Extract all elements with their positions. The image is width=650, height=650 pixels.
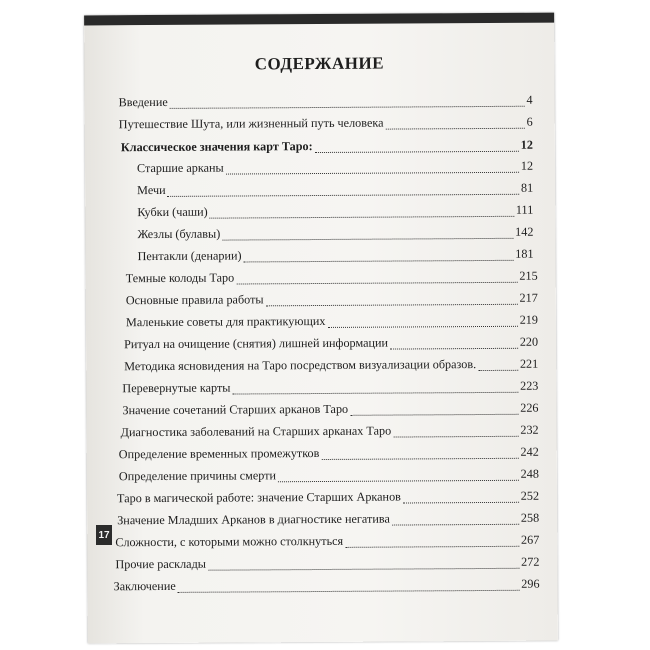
toc-dot-leader: [315, 142, 519, 153]
toc-entry-page: 181: [515, 246, 534, 261]
toc-dot-leader: [168, 185, 519, 197]
toc-entry: [121, 138, 533, 159]
toc-entry-page: 12: [520, 137, 533, 152]
toc-entry-title: Сложности, с которыми можно столкнуться: [115, 533, 344, 550]
toc-entry-title: Прочие расклады: [115, 556, 206, 572]
toc-dot-leader: [403, 493, 519, 504]
toc-dot-leader: [232, 383, 518, 395]
toc-dot-leader: [178, 581, 520, 593]
toc-entry-page: 217: [519, 290, 538, 305]
toc-dot-leader: [170, 97, 525, 109]
toc-entry-page: 111: [515, 202, 534, 217]
toc-dot-leader: [321, 449, 518, 460]
toc-entry: [126, 313, 538, 334]
toc-entry: [119, 115, 533, 136]
toc-entry-title: Классическое значения карт Таро:: [120, 139, 313, 155]
toc-entry: [119, 467, 539, 488]
toc-entry: [124, 357, 538, 378]
toc-entry-title: Введение: [118, 94, 168, 110]
toc-entry-title: Пентакли (денарии): [137, 248, 242, 264]
toc-dot-leader: [385, 119, 524, 130]
toc-entry: [119, 445, 539, 466]
toc-entry-title: Заключение: [113, 578, 176, 594]
toc-dot-leader: [236, 273, 517, 285]
toc-entry: [137, 203, 533, 223]
toc-entry-title: Определение временных промежутков: [118, 446, 320, 462]
toc-entry-page: 142: [515, 224, 534, 239]
toc-entry-title: Путешествие Шута, или жизненный путь человека: [118, 115, 384, 132]
toc-dot-leader: [392, 515, 519, 526]
toc-entry-title: Маленькие советы для практикующих: [125, 313, 326, 330]
toc-entry-title: Жезлы (булавы): [137, 226, 221, 242]
toc-dot-leader: [278, 471, 519, 482]
toc-entry-title: Определение причины смерти: [118, 468, 277, 484]
toc-entry: [115, 555, 539, 576]
toc-entry-title: Темные колоды Таро: [125, 270, 235, 286]
toc-entry: [126, 291, 538, 312]
toc-entry-page: 252: [520, 488, 540, 503]
toc-entry-title: Ритуал на очищение (снятия) лишней информации: [124, 335, 389, 352]
toc-entry-title: Таро в магической работе: значение Старших Арканов: [116, 489, 401, 506]
table-of-contents: [85, 83, 555, 594]
toc-entry-page: 232: [520, 422, 539, 437]
toc-entry: [115, 533, 539, 554]
book-page: [84, 13, 558, 644]
toc-entry-page: 296: [521, 576, 540, 591]
toc-entry-page: 12: [520, 158, 534, 173]
toc-entry-page: 215: [519, 268, 538, 283]
toc-entry-page: 81: [520, 180, 534, 195]
toc-entry: [119, 93, 533, 114]
toc-entry-title: Методика ясновидения на Таро посредством визуализации образов.: [124, 357, 477, 374]
page-top-edge: [84, 13, 554, 26]
toc-dot-leader: [350, 405, 518, 416]
page-title: СОДЕРЖАНИЕ: [254, 53, 385, 74]
toc-entry-title: Диагностика заболеваний на Старших арканах Таро: [120, 423, 392, 440]
toc-entry-title: Основные правила работы: [125, 292, 264, 308]
toc-entry-title: Значение Младших Арканов в диагностике негатива: [117, 511, 390, 528]
toc-dot-leader: [266, 295, 518, 307]
toc-entry: [126, 269, 538, 290]
toc-dot-leader: [345, 537, 519, 548]
toc-dot-leader: [393, 427, 518, 438]
toc-entry-title: Мечи: [137, 182, 166, 198]
toc-entry: [117, 489, 539, 510]
toc-entry-title: Значение сочетаний Старших арканов Таро: [122, 401, 349, 418]
toc-entry: [117, 511, 539, 532]
toc-entry-page: 219: [519, 312, 538, 327]
toc-dot-leader: [244, 251, 514, 263]
toc-entry: [137, 181, 533, 201]
toc-entry: [138, 247, 534, 267]
toc-entry-page: 6: [526, 114, 533, 129]
toc-dot-leader: [226, 163, 519, 175]
toc-entry: [114, 577, 540, 598]
toc-entry-page: 223: [520, 378, 539, 393]
toc-entry: [121, 423, 539, 444]
toc-entry: [137, 159, 533, 179]
toc-dot-leader: [390, 339, 518, 350]
toc-entry: [124, 335, 538, 356]
toc-dot-leader: [222, 229, 513, 241]
toc-dot-leader: [208, 559, 519, 571]
toc-dot-leader: [478, 361, 518, 371]
toc-entry-title: Кубки (чаши): [137, 204, 208, 220]
toc-entry-page: 220: [519, 334, 539, 349]
toc-entry-page: 242: [520, 444, 539, 459]
toc-dot-leader: [210, 207, 514, 219]
toc-entry-page: 221: [519, 356, 539, 371]
toc-entry-page: 272: [521, 554, 540, 569]
toc-entry-title: Перевернутые карты: [122, 380, 231, 396]
toc-entry-page: 248: [520, 466, 539, 481]
toc-entry-page: 226: [520, 400, 539, 415]
toc-entry-page: 258: [520, 510, 540, 525]
toc-entry: [122, 401, 538, 422]
toc-entry: [137, 225, 533, 245]
toc-entry-page: 267: [520, 532, 540, 547]
toc-entry: [122, 379, 538, 400]
toc-entry-title: Старшие арканы: [136, 160, 224, 176]
toc-entry-page: 4: [526, 92, 533, 107]
toc-dot-leader: [327, 317, 517, 328]
side-tab-marker: 17: [96, 525, 112, 545]
